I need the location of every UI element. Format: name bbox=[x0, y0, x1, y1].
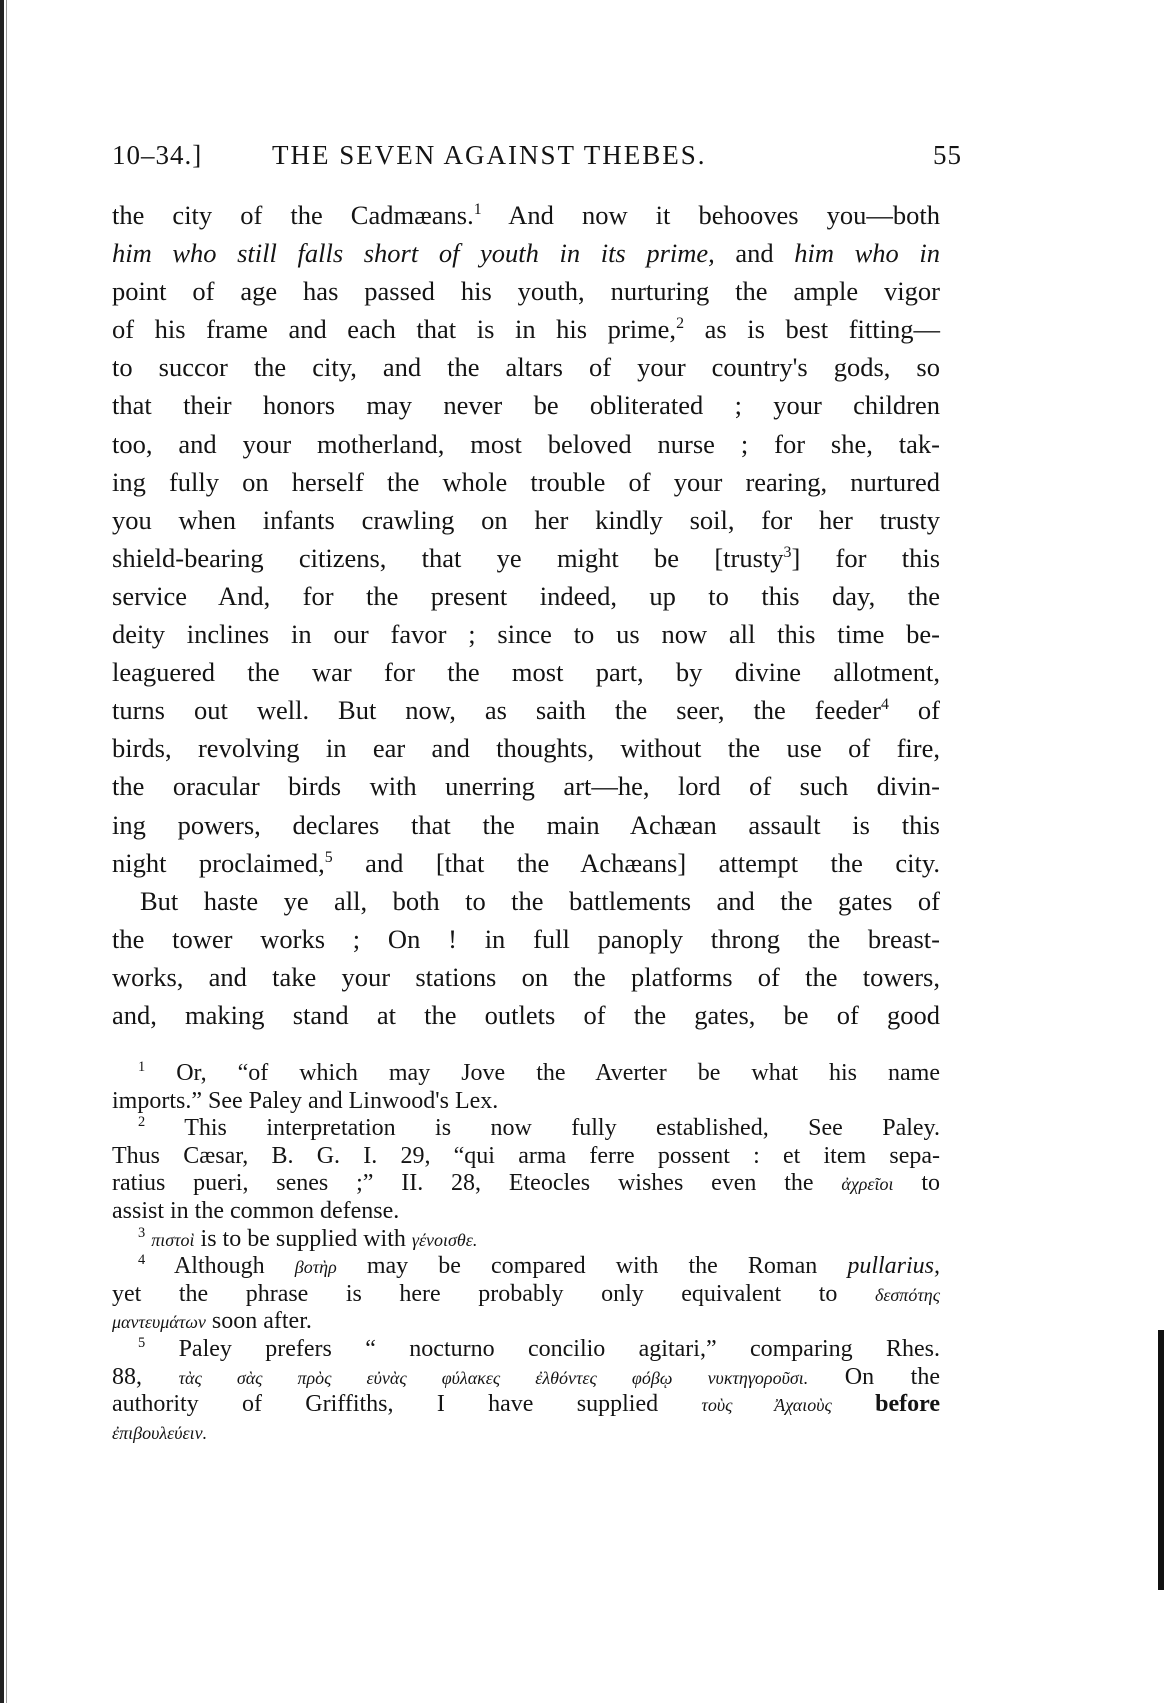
text-line bbox=[112, 958, 940, 996]
footnote-marker: 2 bbox=[138, 1114, 146, 1131]
text-segment: of his frame and each that is in his prime, bbox=[112, 314, 677, 345]
text-line bbox=[112, 806, 940, 844]
text-line bbox=[112, 425, 940, 463]
text-segment: turns out well. But now, as saith the seer, the feeder bbox=[112, 695, 881, 726]
footnote-line bbox=[112, 1253, 940, 1281]
text-segment: Or, “of which may Jove the Averter be what his name bbox=[145, 1060, 940, 1086]
footnote-line bbox=[112, 1364, 940, 1392]
text-segment: This interpretation is now fully established, See Paley. bbox=[145, 1115, 940, 1142]
greek-text: ἀχρεῖοι bbox=[841, 1174, 894, 1195]
footnote-line bbox=[112, 1226, 940, 1254]
footnote-marker: 1 bbox=[473, 201, 482, 219]
text-segment: deity inclines in our favor ; since to us now all this time be- bbox=[112, 619, 940, 650]
main-text bbox=[112, 196, 940, 1034]
text-segment: imports.” See Paley and Linwood's Lex. bbox=[112, 1087, 499, 1114]
footnote-line bbox=[112, 1115, 940, 1143]
text-segment: ] for this bbox=[791, 542, 941, 573]
text-segment: you when infants crawling on her kindly soil, for her trusty bbox=[112, 504, 940, 535]
footnote-marker: 5 bbox=[324, 848, 333, 866]
footnote-line bbox=[112, 1391, 940, 1419]
footnote-marker: 4 bbox=[138, 1252, 146, 1269]
text-segment: But haste ye all, both to the battlements and the gates of bbox=[140, 885, 940, 916]
text-line bbox=[112, 386, 940, 424]
footnote-marker: 4 bbox=[880, 696, 889, 714]
text-segment: to succor the city, and the altars of your country's gods, so bbox=[112, 352, 940, 383]
text-segment: assist in the common defense. bbox=[112, 1197, 400, 1224]
footnote-line bbox=[112, 1419, 940, 1447]
greek-text: δεσπότης bbox=[874, 1284, 940, 1305]
scan-edge-right bbox=[1158, 1330, 1164, 1590]
footnote-line bbox=[112, 1198, 940, 1226]
text-segment: birds, revolving in ear and thoughts, without the use of fire, bbox=[112, 733, 940, 764]
greek-text: ἐπιβουλεύειν. bbox=[112, 1422, 208, 1443]
footnote-line bbox=[112, 1143, 940, 1171]
text-segment: Although bbox=[145, 1253, 295, 1280]
text-line bbox=[112, 272, 940, 310]
text-line bbox=[112, 844, 940, 882]
line-range: 10–34.] bbox=[112, 140, 203, 170]
text-segment: the city of the Cadmæans. bbox=[112, 200, 474, 230]
text-segment: and [that the Achæans] attempt the city. bbox=[332, 847, 940, 878]
text-segment: leaguered the war for the most part, by divine allotment, bbox=[112, 657, 940, 688]
text-segment: the oracular birds with unerring art—he, lord of such divin- bbox=[112, 771, 940, 802]
greek-text: γένοισθε. bbox=[411, 1229, 478, 1250]
text-line bbox=[112, 234, 940, 272]
text-line bbox=[112, 310, 940, 348]
text-segment: is to be supplied with bbox=[194, 1225, 412, 1252]
text-segment: shield-bearing citizens, that ye might be [trusty bbox=[112, 542, 784, 573]
text-segment: ing powers, declares that the main Achæan assault is this bbox=[112, 809, 940, 840]
scan-edge-left-faint bbox=[6, 0, 7, 1703]
text-segment: pullarius, bbox=[847, 1253, 941, 1280]
page-number: 55 bbox=[933, 140, 962, 170]
text-segment: him who still falls short of youth in its prime, bbox=[112, 238, 715, 269]
text-segment: to bbox=[893, 1170, 941, 1197]
text-segment: before bbox=[831, 1391, 940, 1418]
text-line bbox=[112, 996, 940, 1034]
text-segment: authority of Griffiths, I have supplied bbox=[112, 1391, 702, 1418]
footnote-line bbox=[112, 1170, 940, 1198]
text-line bbox=[112, 767, 940, 805]
text-line bbox=[112, 463, 940, 501]
footnote-line bbox=[112, 1336, 940, 1364]
text-line bbox=[112, 615, 940, 653]
scan-edge-left bbox=[0, 0, 4, 1703]
text-segment: service And, for the present indeed, up to this day, the bbox=[112, 580, 940, 611]
text-segment: works, and take your stations on the platforms of the towers, bbox=[112, 961, 940, 992]
footnote-line bbox=[112, 1281, 940, 1309]
greek-text: βοτὴρ bbox=[294, 1257, 337, 1278]
footnote-marker: 2 bbox=[676, 315, 685, 333]
text-line bbox=[112, 653, 940, 691]
text-segment: And now it behooves you—both bbox=[481, 200, 940, 230]
text-segment: 88, bbox=[112, 1363, 179, 1390]
text-line bbox=[112, 882, 940, 920]
text-segment: of bbox=[888, 695, 940, 726]
text-line bbox=[112, 348, 940, 386]
text-line bbox=[112, 920, 940, 958]
text-segment: Thus Cæsar, B. G. I. 29, “qui arma ferre possent : et item sepa- bbox=[112, 1142, 940, 1169]
text-segment: night proclaimed, bbox=[112, 847, 325, 878]
text-segment: him who in bbox=[794, 238, 940, 269]
text-segment: too, and your motherland, most beloved nurse ; for she, tak- bbox=[112, 428, 940, 459]
text-segment: as is best fitting— bbox=[684, 314, 940, 345]
running-header bbox=[112, 140, 962, 180]
text-segment: Paley prefers “ nocturno concilio agitari,” comparing Rhes. bbox=[145, 1335, 940, 1362]
greek-text: τοὺς Ἀχαιοὺς bbox=[701, 1395, 832, 1416]
text-segment: ing fully on herself the whole trouble of your rearing, nurtured bbox=[112, 466, 940, 497]
text-line bbox=[112, 196, 940, 234]
text-segment: the tower works ; On ! in full panoply throng the breast- bbox=[112, 923, 940, 954]
text-line bbox=[112, 577, 940, 615]
footnote-marker: 5 bbox=[138, 1334, 146, 1351]
footnotes bbox=[112, 1060, 940, 1446]
footnote-marker: 3 bbox=[783, 544, 792, 562]
text-line bbox=[112, 691, 940, 729]
greek-text: πιστοὶ bbox=[151, 1229, 195, 1250]
text-line bbox=[112, 501, 940, 539]
greek-text: τὰς σὰς πρὸς εὐνὰς φύλακες ἐλθόντες φόβῳ νυκτηγοροῦσι. bbox=[178, 1367, 809, 1388]
text-line bbox=[112, 729, 940, 767]
text-line bbox=[112, 539, 940, 577]
text-segment: may be compared with the Roman bbox=[336, 1253, 848, 1280]
text-segment: On the bbox=[808, 1363, 940, 1390]
footnote-line bbox=[112, 1060, 940, 1088]
text-segment: soon after. bbox=[205, 1308, 312, 1335]
footnote-marker: 3 bbox=[138, 1224, 146, 1241]
text-segment: and bbox=[714, 238, 795, 269]
running-title: THE SEVEN AGAINST THEBES. bbox=[272, 140, 707, 170]
text-segment: point of age has passed his youth, nurturing the ample vigor bbox=[112, 276, 940, 307]
text-segment: that their honors may never be obliterated ; your children bbox=[112, 390, 940, 421]
text-segment: yet the phrase is here probably only equivalent to bbox=[112, 1280, 875, 1307]
text-segment: and, making stand at the outlets of the gates, be of good bbox=[112, 999, 940, 1030]
footnote-line bbox=[112, 1088, 940, 1116]
text-segment: ratius pueri, senes ;” II. 28, Eteocles wishes even the bbox=[112, 1170, 842, 1197]
footnote-line bbox=[112, 1308, 940, 1336]
greek-text: μαντευμάτων bbox=[112, 1312, 206, 1333]
footnote-marker: 1 bbox=[138, 1059, 146, 1075]
